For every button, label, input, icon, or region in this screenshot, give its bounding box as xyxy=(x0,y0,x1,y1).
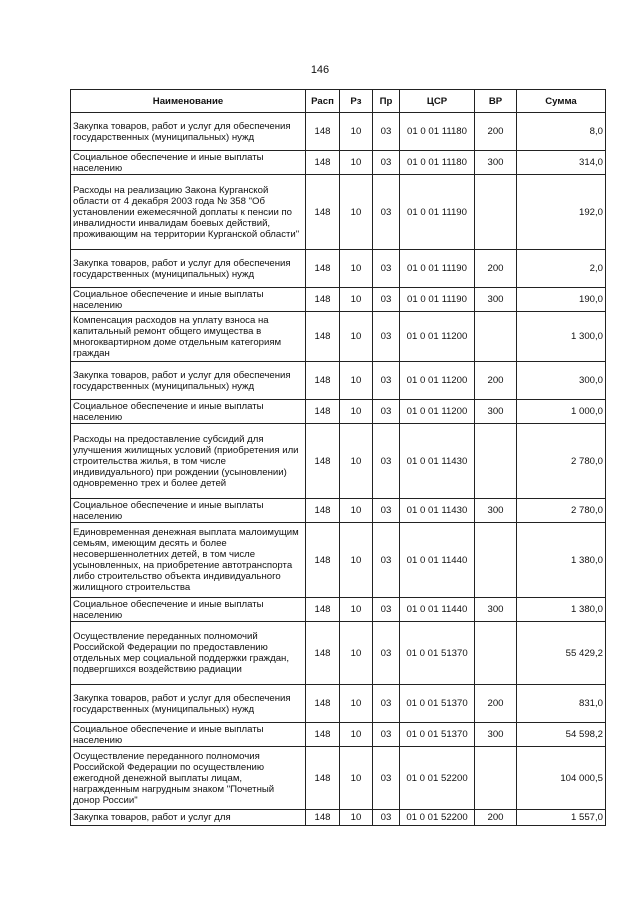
row-pr: 03 xyxy=(373,151,400,175)
row-name: Осуществление переданного полномочия Российской Федерации по осуществлению ежегодной денежной выплаты лицам, награжденным нагрудным знаком "Почетный донор России" xyxy=(71,747,306,810)
row-pr: 03 xyxy=(373,250,400,288)
row-csr: 01 0 01 11440 xyxy=(400,598,475,622)
row-name: Закупка товаров, работ и услуг для обеспечения государственных (муниципальных) нужд xyxy=(71,685,306,723)
row-vr xyxy=(475,312,517,362)
row-rz: 10 xyxy=(340,523,373,598)
row-rz: 10 xyxy=(340,362,373,400)
row-rz: 10 xyxy=(340,723,373,747)
table-row xyxy=(71,424,606,499)
header-vr: ВР xyxy=(475,90,517,113)
row-rasp: 148 xyxy=(306,288,340,312)
row-vr: 300 xyxy=(475,400,517,424)
row-name: Социальное обеспечение и иные выплаты населению xyxy=(71,598,306,622)
header-rz: Рз xyxy=(340,90,373,113)
row-rz: 10 xyxy=(340,250,373,288)
row-name: Социальное обеспечение и иные выплаты населению xyxy=(71,400,306,424)
row-name: Закупка товаров, работ и услуг для xyxy=(71,810,306,826)
row-vr: 200 xyxy=(475,685,517,723)
row-sum: 1 300,0 xyxy=(517,312,606,362)
row-name: Единовременная денежная выплата малоимущим семьям, имеющим десять и более несовершеннолетних детей, в том числе усыновленных, на приобретение автотранспорта либо строительство объекта индивидуального жилищного строительства xyxy=(71,523,306,598)
table-row xyxy=(71,362,606,400)
row-rasp: 148 xyxy=(306,113,340,151)
row-pr: 03 xyxy=(373,424,400,499)
row-vr: 200 xyxy=(475,810,517,826)
row-sum: 831,0 xyxy=(517,685,606,723)
table-row xyxy=(71,747,606,810)
row-csr: 01 0 01 52200 xyxy=(400,810,475,826)
row-sum: 54 598,2 xyxy=(517,723,606,747)
row-rasp: 148 xyxy=(306,400,340,424)
row-rasp: 148 xyxy=(306,723,340,747)
row-rz: 10 xyxy=(340,747,373,810)
row-name: Закупка товаров, работ и услуг для обеспечения государственных (муниципальных) нужд xyxy=(71,113,306,151)
row-rasp: 148 xyxy=(306,499,340,523)
row-name: Социальное обеспечение и иные выплаты населению xyxy=(71,499,306,523)
row-pr: 03 xyxy=(373,499,400,523)
row-sum: 1 000,0 xyxy=(517,400,606,424)
header-rasp: Расп xyxy=(306,90,340,113)
row-csr: 01 0 01 51370 xyxy=(400,723,475,747)
row-rz: 10 xyxy=(340,175,373,250)
row-pr: 03 xyxy=(373,312,400,362)
header-sum: Сумма xyxy=(517,90,606,113)
row-rasp: 148 xyxy=(306,151,340,175)
row-rasp: 148 xyxy=(306,312,340,362)
row-name: Закупка товаров, работ и услуг для обеспечения государственных (муниципальных) нужд xyxy=(71,362,306,400)
table-row xyxy=(71,288,606,312)
table-header-row xyxy=(71,90,606,113)
row-rasp: 148 xyxy=(306,685,340,723)
row-sum: 2 780,0 xyxy=(517,424,606,499)
row-pr: 03 xyxy=(373,175,400,250)
row-sum: 192,0 xyxy=(517,175,606,250)
table-row xyxy=(71,622,606,685)
row-sum: 2 780,0 xyxy=(517,499,606,523)
row-pr: 03 xyxy=(373,598,400,622)
table-row xyxy=(71,312,606,362)
row-vr: 200 xyxy=(475,250,517,288)
row-vr xyxy=(475,424,517,499)
page-number: 146 xyxy=(310,64,330,76)
row-vr: 300 xyxy=(475,288,517,312)
row-sum: 300,0 xyxy=(517,362,606,400)
row-pr: 03 xyxy=(373,810,400,826)
row-name: Компенсация расходов на уплату взноса на капитальный ремонт общего имущества в многоквартирном доме отдельным категориям граждан xyxy=(71,312,306,362)
row-csr: 01 0 01 52200 xyxy=(400,747,475,810)
row-rasp: 148 xyxy=(306,598,340,622)
row-csr: 01 0 01 51370 xyxy=(400,685,475,723)
row-pr: 03 xyxy=(373,288,400,312)
row-pr: 03 xyxy=(373,723,400,747)
row-pr: 03 xyxy=(373,113,400,151)
row-name: Социальное обеспечение и иные выплаты населению xyxy=(71,151,306,175)
row-vr xyxy=(475,523,517,598)
table-row xyxy=(71,685,606,723)
row-rz: 10 xyxy=(340,151,373,175)
row-sum: 2,0 xyxy=(517,250,606,288)
row-csr: 01 0 01 11200 xyxy=(400,400,475,424)
table-row xyxy=(71,810,606,826)
table-row xyxy=(71,400,606,424)
row-rz: 10 xyxy=(340,424,373,499)
row-pr: 03 xyxy=(373,400,400,424)
row-csr: 01 0 01 51370 xyxy=(400,622,475,685)
row-rz: 10 xyxy=(340,810,373,826)
row-pr: 03 xyxy=(373,685,400,723)
row-vr: 300 xyxy=(475,723,517,747)
table-row xyxy=(71,598,606,622)
row-name: Социальное обеспечение и иные выплаты населению xyxy=(71,723,306,747)
row-rz: 10 xyxy=(340,598,373,622)
row-csr: 01 0 01 11200 xyxy=(400,362,475,400)
row-rasp: 148 xyxy=(306,810,340,826)
table-row xyxy=(71,499,606,523)
row-vr xyxy=(475,622,517,685)
row-name: Расходы на предоставление субсидий для улучшения жилищных условий (приобретения или строительства жилья, в том числе индивидуального) при рождении (усыновлении) одновременно трех и более детей xyxy=(71,424,306,499)
row-csr: 01 0 01 11190 xyxy=(400,175,475,250)
row-vr: 300 xyxy=(475,151,517,175)
row-rasp: 148 xyxy=(306,523,340,598)
row-pr: 03 xyxy=(373,747,400,810)
row-rasp: 148 xyxy=(306,250,340,288)
row-csr: 01 0 01 11440 xyxy=(400,523,475,598)
header-name: Наименование xyxy=(71,90,306,113)
row-rasp: 148 xyxy=(306,362,340,400)
row-vr: 200 xyxy=(475,113,517,151)
row-csr: 01 0 01 11190 xyxy=(400,288,475,312)
row-pr: 03 xyxy=(373,523,400,598)
header-csr: ЦСР xyxy=(400,90,475,113)
table-row xyxy=(71,175,606,250)
row-sum: 104 000,5 xyxy=(517,747,606,810)
row-rz: 10 xyxy=(340,622,373,685)
row-rz: 10 xyxy=(340,499,373,523)
row-rasp: 148 xyxy=(306,747,340,810)
table-body xyxy=(71,113,606,826)
header-pr: Пр xyxy=(373,90,400,113)
budget-table xyxy=(70,89,606,826)
row-csr: 01 0 01 11200 xyxy=(400,312,475,362)
row-rz: 10 xyxy=(340,288,373,312)
row-vr xyxy=(475,747,517,810)
row-csr: 01 0 01 11180 xyxy=(400,151,475,175)
table-row xyxy=(71,113,606,151)
table-row xyxy=(71,723,606,747)
row-sum: 314,0 xyxy=(517,151,606,175)
row-csr: 01 0 01 11430 xyxy=(400,424,475,499)
row-name: Расходы на реализацию Закона Курганской области от 4 декабря 2003 года № 358 "Об установлении ежемесячной доплаты к пенсии по инвалидности инвалидам боевых действий, проживающим на территории Курганской области" xyxy=(71,175,306,250)
row-vr: 300 xyxy=(475,499,517,523)
table-row xyxy=(71,151,606,175)
row-rz: 10 xyxy=(340,113,373,151)
table-row xyxy=(71,523,606,598)
row-rasp: 148 xyxy=(306,622,340,685)
row-rasp: 148 xyxy=(306,424,340,499)
row-rasp: 148 xyxy=(306,175,340,250)
row-csr: 01 0 01 11180 xyxy=(400,113,475,151)
row-rz: 10 xyxy=(340,685,373,723)
row-rz: 10 xyxy=(340,312,373,362)
row-sum: 190,0 xyxy=(517,288,606,312)
table-row xyxy=(71,250,606,288)
row-sum: 1 380,0 xyxy=(517,598,606,622)
row-sum: 1 380,0 xyxy=(517,523,606,598)
row-name: Осуществление переданных полномочий Российской Федерации по предоставлению отдельных мер социальной поддержки граждан, подвергшихся воздействию радиации xyxy=(71,622,306,685)
row-sum: 55 429,2 xyxy=(517,622,606,685)
row-csr: 01 0 01 11190 xyxy=(400,250,475,288)
row-name: Закупка товаров, работ и услуг для обеспечения государственных (муниципальных) нужд xyxy=(71,250,306,288)
row-csr: 01 0 01 11430 xyxy=(400,499,475,523)
row-pr: 03 xyxy=(373,362,400,400)
row-sum: 8,0 xyxy=(517,113,606,151)
row-vr: 200 xyxy=(475,362,517,400)
row-vr: 300 xyxy=(475,598,517,622)
row-pr: 03 xyxy=(373,622,400,685)
row-rz: 10 xyxy=(340,400,373,424)
row-name: Социальное обеспечение и иные выплаты населению xyxy=(71,288,306,312)
row-sum: 1 557,0 xyxy=(517,810,606,826)
row-vr xyxy=(475,175,517,250)
